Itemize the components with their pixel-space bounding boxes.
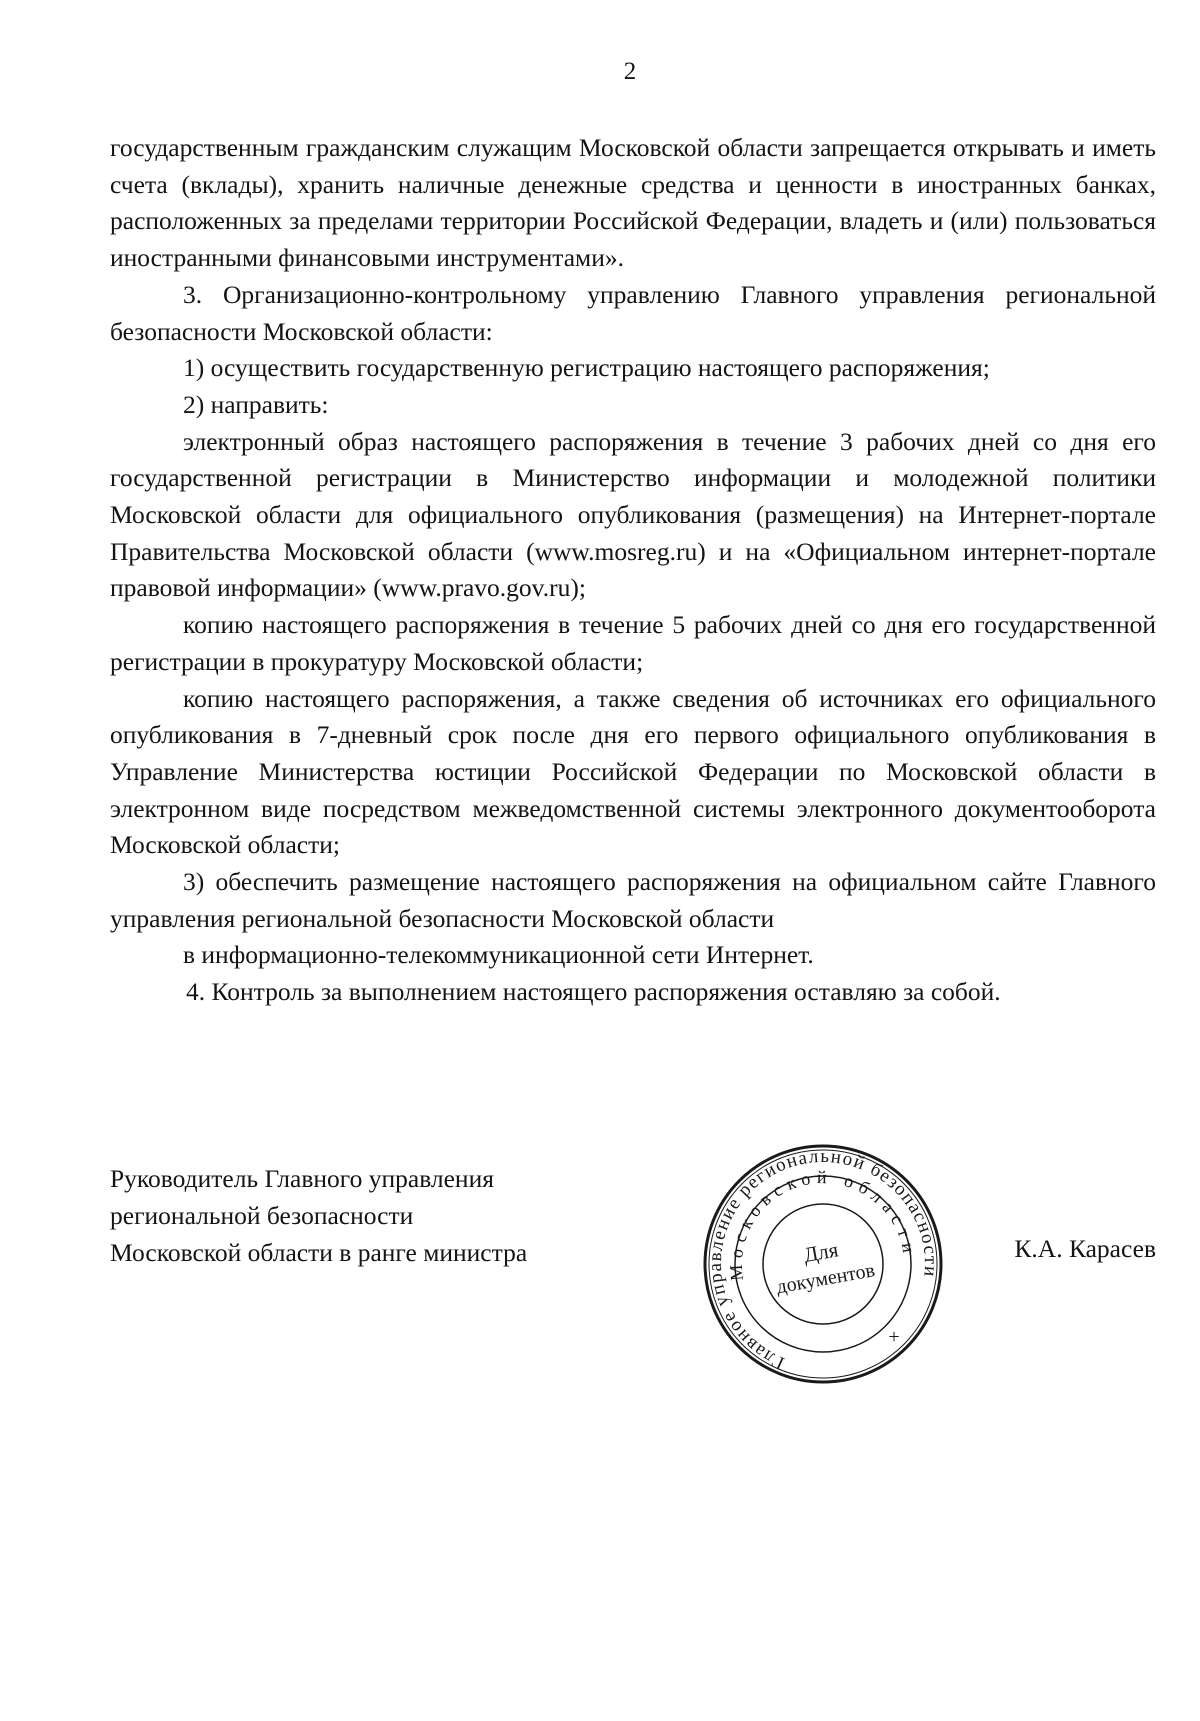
stamp-inner-text: Московской области — [725, 1167, 921, 1282]
paragraph-subitem-3: 3) обеспечить размещение настоящего распоряжения на официальном сайте Главного управления региональной безопасности Московской области — [110, 867, 1156, 933]
paragraph-copy-prosecutor: копию настоящего распоряжения в течение 5 рабочих дней со дня его государственной регистрации в прокуратуру Московской области; — [110, 610, 1156, 676]
paragraph-subitem-1: 1) осуществить государственную регистрацию настоящего распоряжения; — [183, 353, 990, 383]
page-number: 2 — [623, 58, 637, 85]
signatory-name: К.А. Карасев — [1014, 1234, 1156, 1263]
paragraph-subitem-2: 2) направить: — [183, 389, 329, 419]
paragraph-item-3-heading: 3. Организационно-контрольному управлению Главного управления региональной безопасности Московской области: — [110, 279, 1156, 346]
stamp-graphic — [702, 1143, 944, 1385]
paragraph-copy-ministry-justice: копию настоящего распоряжения, а также сведения об источниках его официального опубликования в 7-дневный срок после дня его первого официального опубликования в Управление Министерства юстиции Российской Федерации по Московской области в электронном виде посредством межведомственной системы электронного документооборота Московской области; — [110, 683, 1156, 860]
position-line: Московской области в ранге министра — [110, 1238, 528, 1267]
stamp-center-line1: Для — [801, 1237, 840, 1267]
stamp-outer-text: Главное управление региональной безопасности — [704, 1145, 942, 1374]
paragraph-continuation: государственным гражданским служащим Московской области запрещается открывать и иметь счета (вклады), хранить наличные денежные средства и ценности в иностранных банках, расположенных за пределами территории Российской Федерации, владеть и (или) пользоваться иностранными финансовыми инструментами». — [110, 133, 1156, 273]
stamp-center-line2: документов — [774, 1259, 877, 1299]
position-line: региональной безопасности — [110, 1201, 414, 1230]
position-line: Руководитель Главного управления — [110, 1164, 494, 1193]
official-stamp — [702, 1143, 944, 1385]
paragraph-subitem-3-continuation: в информационно-телекоммуникационной сети Интернет. — [183, 940, 814, 970]
document-body — [110, 130, 1156, 1011]
paragraph-item-4: 4. Контроль за выполнением настоящего распоряжения оставляю за собой. — [186, 977, 1001, 1007]
paragraph-electronic-image: электронный образ настоящего распоряжения в течение 3 рабочих дней со дня его государственной регистрации в Министерство информации и молодежной политики Московской области для официального опубликования (размещения) на Интернет-портале Правительства Московской области (www.mosreg.ru) и на «Официальном интернет-портале правовой информации» (www.pravo.gov.ru); — [110, 426, 1156, 603]
stamp-star-mark: + — [888, 1326, 900, 1348]
signatory-position — [110, 1160, 527, 1271]
